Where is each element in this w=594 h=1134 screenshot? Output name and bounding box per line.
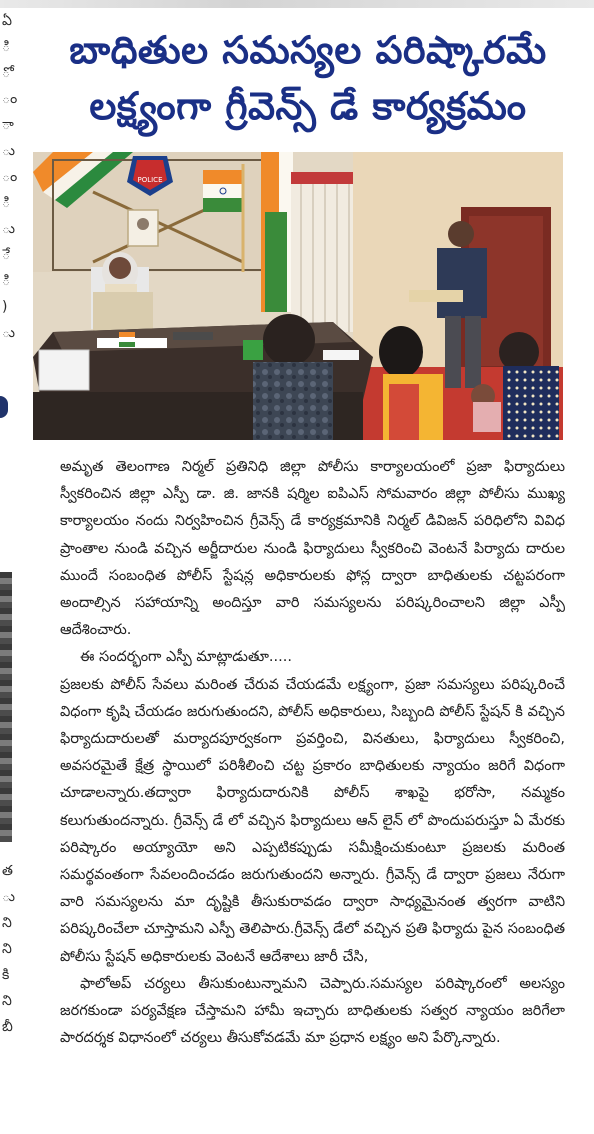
adjacent-text-fragment: త ు ని ని కి ని బీ: [2, 863, 15, 1035]
adjacent-column-crop: [0, 8, 18, 1134]
grievance-day-photo: [33, 152, 563, 440]
article-paragraph-4: ఫాలోఅప్ చర్యలు తీసుకుంటున్నామని చెప్పారు.సమస్యల పరిష్కారంలో అలస్యం జరగకుండా పర్యవేక్షణ చేస్తామని హామీ ఇచ్చారు బాధితులకు సత్వర న్యాయం జరిగేలా పారదర్శక విధానంలో చర్యలు తీసుకోవడమే మా ప్రధాన లక్ష్యం అని పేర్కొన్నారు.: [60, 975, 565, 1047]
article-body: [60, 454, 565, 1052]
adjacent-marker: [0, 396, 8, 418]
headline-line-2: లక్ష్యంగా గ్రీవెన్స్ డే కార్యక్రమం: [89, 84, 527, 128]
headline-line-1: బాధితుల సమస్యల పరిష్కారమే: [69, 28, 547, 72]
badge-label: POLICE: [137, 176, 163, 184]
headline: [28, 22, 588, 134]
top-edge-strip: [0, 0, 594, 8]
news-photo: [33, 152, 563, 440]
article-paragraph-3: ప్రజలకు పోలీస్ సేవలు మరింత చేరువ చేయడమే లక్ష్యంగా, ప్రజా సమస్యలు పరిష్కరించే విధంగా కృషి చేయడం జరుగుతుందని, పోలీస్ అధికారులు, సిబ్బంది పోలీస్ స్టేషన్ కి వచ్చిన ఫిర్యాదుదారులతో మర్యాదపూర్వకంగా ప్రవర్తించి, వినతులు, ఫిర్యాదులు స్వీకరించి, అవసరమైతే క్షేత్ర స్థాయిలో పరిశీలించి చట్ట ప్రకారం బాధితులకు న్యాయం జరిగే విధంగా చూడాలన్నారు.తద్వారా ఫిర్యాదుదారునికి పోలీస్ శాఖపై భరోసా, నమ్మకం కలుగుతుందన్నారు. గ్రీవెన్స్ డే లో వచ్చిన ఫిర్యాదులు ఆన్ లైన్ లో పొందుపరుస్తూ ఏ మేరకు పరిష్కారం అయ్యాయో అని ఎప్పటికప్పుడు సమీక్షించుకుంటూ ప్రజలకు మరింత సమర్థవంతంగా సేవలందించడం జరుగుతుందని అన్నారు. గ్రీవెన్స్ డే ద్వారా ప్రజలు నేరుగా వారి సమస్యలను మా దృష్టికి తీసుకురావడం ద్వారా సాధ్యమైనంత త్వరగా వాటిని పరిష్కరించేలా చూస్తామని ఎస్పీ తెలిపారు.గ్రీవెన్స్ డేలో వచ్చిన ప్రతి ఫిర్యాదు పైన సంబంధిత పోలీసు స్టేషన్ అధికారులకు వెంటనే ఆదేశాలు జారీ చేసి,: [60, 676, 565, 965]
article-paragraph-2: ఈ సందర్భంగా ఎస్పీ మాట్లాడుతూ.....: [80, 649, 292, 666]
adjacent-text-fragment: ఏ ి ో ం ా ు ం ి ు ే ి ) ు: [2, 13, 18, 341]
article-paragraph-1: అమృత తెలంగాణ నిర్మల్ ప్రతినిధి జిల్లా పోలీసు కార్యాలయంలో ప్రజా ఫిర్యాదులు స్వీకరించిన జిల్లా ఎస్పీ డా. జి. జానకి షర్మిల ఐపిఎస్ సోమవారం జిల్లా పోలీసు ముఖ్య కార్యాలయం నందు నిర్వహించిన గ్రీవెన్స్ డే కార్యక్రమానికి నిర్మల్ డివిజన్ పరిధిలోని వివిధ ప్రాంతాల నుండి వచ్చిన అర్జీదారుల నుండి ఫిర్యాదులు స్వీకరించి వెంటనే పిర్యాదు దారుల ముందే సంబంధిత పోలీస్ స్టేషన్ల అధికారులకు ఫోన్ల ద్వారా బాధితులకు చట్టపరంగా అందాల్సిన సహాయాన్ని అందిస్తూ వారి సమస్యలను పరిష్కరించాలని జిల్లా ఎస్పీ ఆదేశించారు.: [60, 459, 565, 639]
adjacent-image-fragment: [0, 572, 12, 842]
